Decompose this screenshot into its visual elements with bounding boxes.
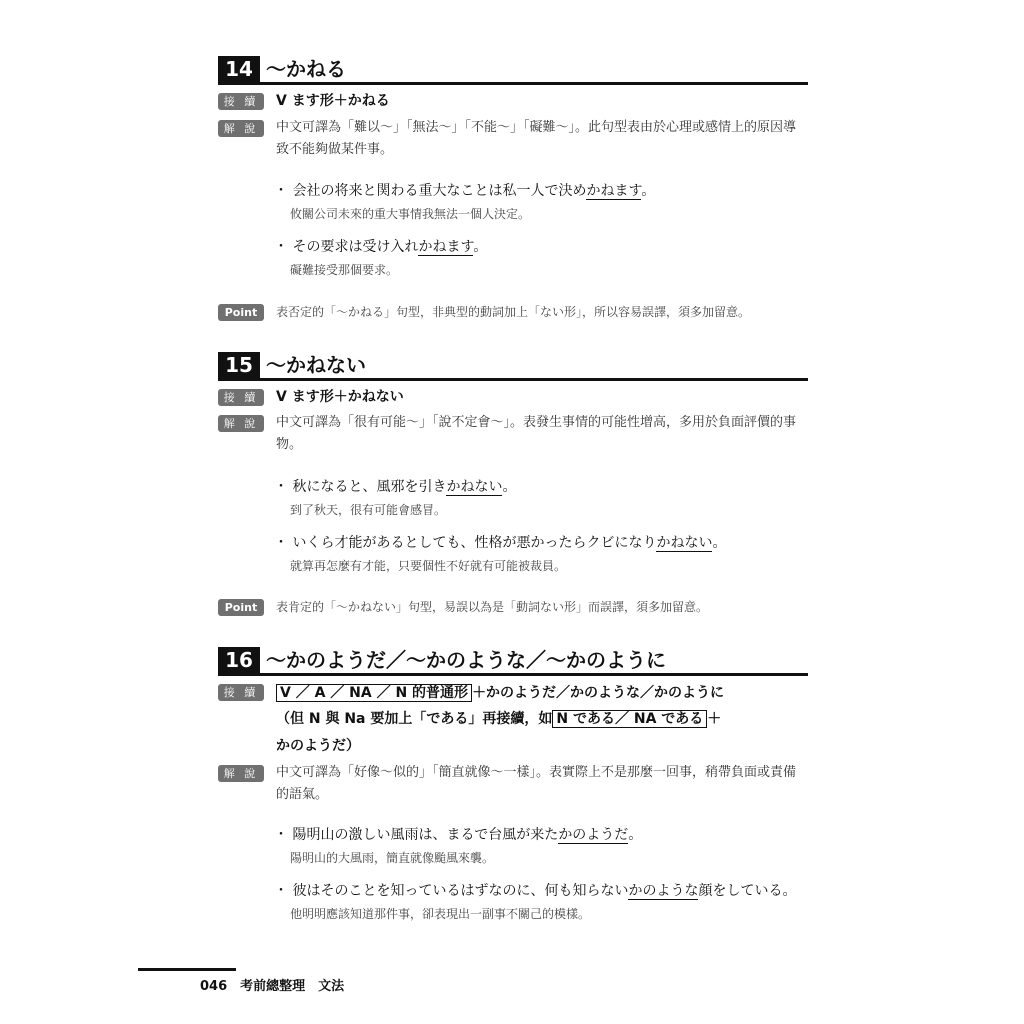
example (274, 180, 655, 222)
grammar-highlight: かねない (656, 535, 713, 551)
connect-tag: 接 續 (218, 93, 264, 110)
section-number: 14 (218, 56, 260, 82)
example-translation: 攸關公司未來的重大事情我無法一個人決定。 (290, 207, 531, 221)
example-translation: 陽明山的大風雨，簡直就像颱風來襲。 (290, 851, 495, 865)
explain-tag: 解 說 (218, 765, 264, 782)
section-15 (218, 352, 808, 381)
explain-tag: 解 說 (218, 120, 264, 137)
section-number: 15 (218, 352, 260, 378)
example (274, 476, 516, 518)
section-header (218, 56, 808, 85)
section-14 (218, 56, 808, 85)
example (274, 236, 487, 278)
grammar-highlight: かねます (418, 239, 474, 255)
explanation: 中文可譯為「難以～」「無法～」「不能～」「礙難～」。此句型表由於心理或感情上的原因導致不能夠做某件事。 (276, 120, 797, 157)
example-japanese: ・ 彼はそのことを知っているはずなのに、何も知らないかのような顔をしている。 (274, 883, 797, 899)
connect-tag: 接 續 (218, 684, 264, 701)
example (274, 824, 642, 866)
explain-tag: 解 說 (218, 415, 264, 432)
explanation: 中文可譯為「好像～似的」「簡直就像～一樣」。表實際上不是那麼一回事，稍帶負面或責備的語氣。 (276, 765, 797, 802)
formula: V ます形＋かねる (276, 93, 390, 109)
explanation: 中文可譯為「很有可能～」「說不定會～」。表發生事情的可能性增高，多用於負面評價的事物。 (276, 415, 797, 452)
section-title: ～かねる (266, 57, 346, 81)
example-translation: 就算再怎麼有才能，只要個性不好就有可能被裁員。 (290, 559, 567, 573)
grammar-highlight: かのような (628, 883, 699, 899)
example-japanese: ・ 陽明山の激しい風雨は、まるで台風が来たかのようだ。 (274, 827, 643, 843)
example-japanese: ・ 会社の将来と関わる重大なことは私一人で決めかねます。 (274, 183, 656, 199)
footer-rule (138, 968, 236, 971)
grammar-highlight: かねます (586, 183, 642, 199)
section-header (218, 647, 808, 676)
formula-line-2: （但 N 與 Na 要加上「である」再接續，如 N である／ NA である ＋ (276, 711, 722, 727)
point-tag: Point (218, 304, 264, 321)
example (274, 532, 726, 574)
point-note: 表否定的「～かねる」句型，非典型的動詞加上「ない形」，所以容易誤譯，須多加留意。 (276, 305, 751, 319)
example-japanese: ・ 秋になると、風邪を引きかねない。 (274, 479, 517, 495)
grammar-highlight: かねない (446, 479, 503, 495)
section-16 (218, 647, 808, 676)
formula-box: N である／ NA である (552, 710, 707, 728)
grammar-highlight: かのようだ (558, 827, 629, 843)
example-translation: 他明明應該知道那件事，卻表現出一副事不關己的模樣。 (290, 907, 591, 921)
point-note: 表肯定的「～かねない」句型，易誤以為是「動詞ない形」而誤譯，須多加留意。 (276, 600, 709, 614)
formula-line-3: かのようだ） (276, 738, 360, 754)
example-japanese: ・ その要求は受け入れかねます。 (274, 239, 488, 255)
page-number: 046 (200, 979, 228, 994)
formula: V ます形＋かねない (276, 389, 404, 405)
connect-tag: 接 續 (218, 389, 264, 406)
formula-box: V ／ A ／ NA ／ N 的普通形 (276, 684, 472, 702)
section-title: ～かのようだ／～かのような／～かのように (266, 648, 666, 672)
section-header (218, 352, 808, 381)
example-translation: 礙難接受那個要求。 (290, 263, 399, 277)
page-footer (200, 975, 344, 994)
section-title: ～かねない (266, 353, 366, 377)
book-title: 考前總整理 文法 (240, 979, 345, 994)
section-number: 16 (218, 647, 260, 673)
point-tag: Point (218, 599, 264, 616)
example (274, 880, 796, 922)
formula: V ／ A ／ NA ／ N 的普通形 ＋かのようだ／かのような／かのように (276, 680, 808, 706)
example-translation: 到了秋天，很有可能會感冒。 (290, 503, 447, 517)
example-japanese: ・ いくら才能があるとしても、性格が悪かったらクビになりかねない。 (274, 535, 727, 551)
